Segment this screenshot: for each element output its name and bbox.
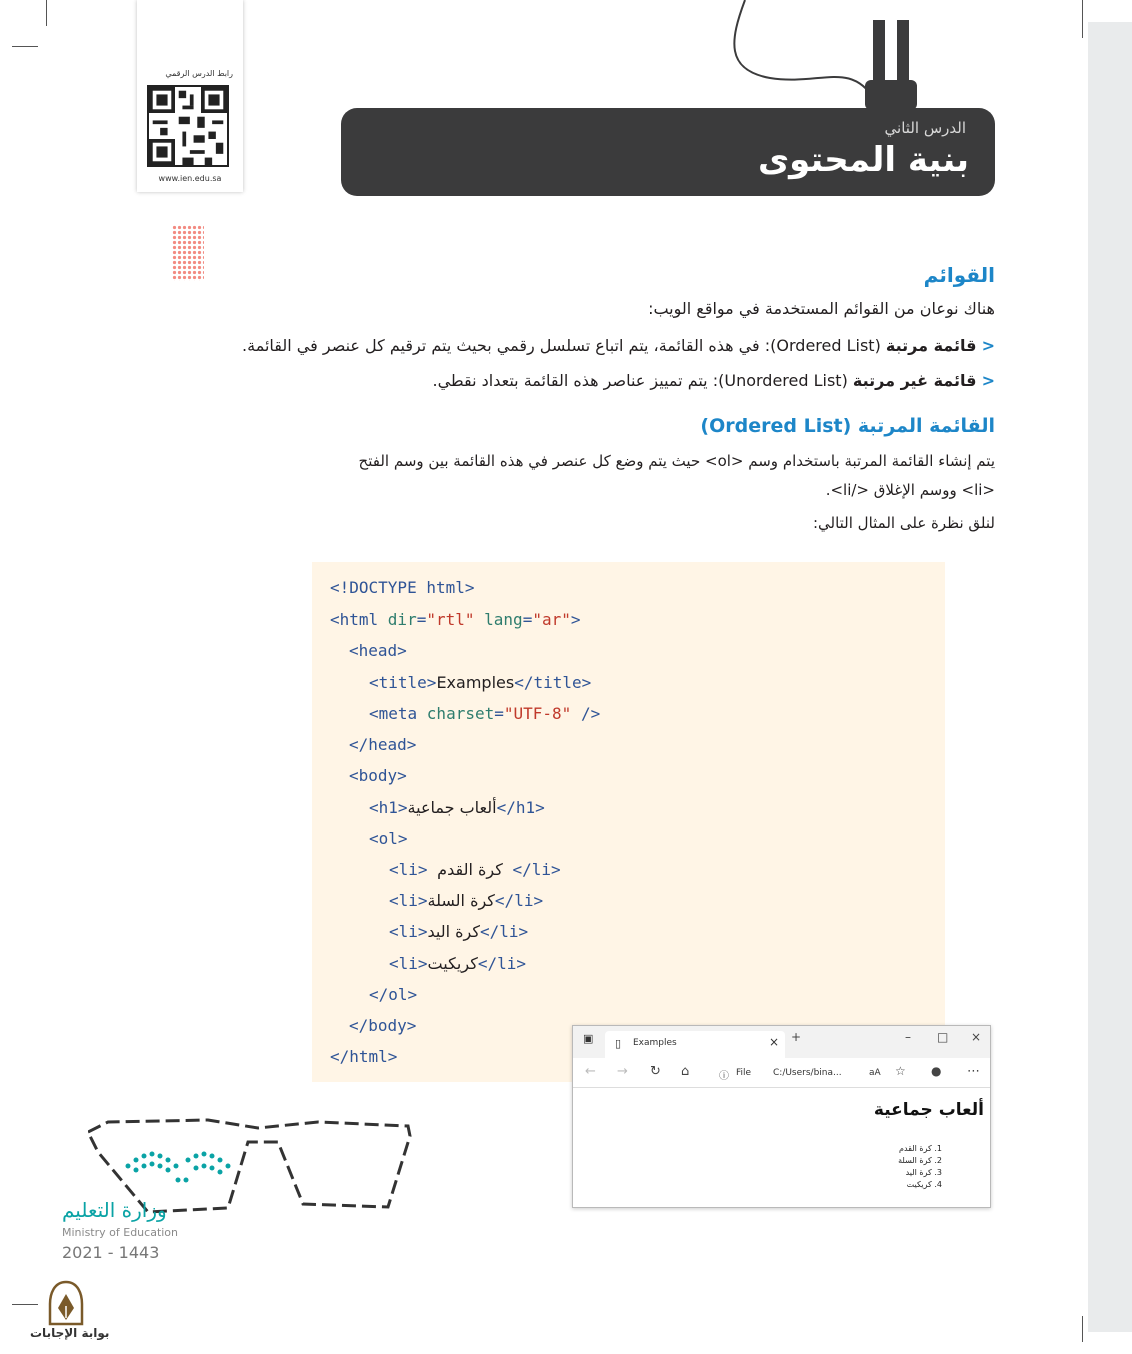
page-icon: ▯ bbox=[615, 1037, 622, 1050]
crop-mark bbox=[1082, 0, 1083, 38]
browser-window bbox=[572, 1025, 991, 1208]
browser-tab[interactable] bbox=[605, 1031, 785, 1058]
maximize-icon[interactable]: □ bbox=[937, 1030, 949, 1044]
qr-url: www.ien.edu.sa bbox=[158, 174, 222, 183]
ordered-paragraph-line3: لنلق نظرة على المثال التالي: bbox=[812, 514, 995, 532]
preview-list-item: 1. كرة القدم bbox=[899, 1144, 942, 1153]
ordered-paragraph-line2: <li> ووسم الإغلاق </li>. bbox=[825, 481, 995, 499]
lists-intro: هناك نوعان من القوائم المستخدمة في مواقع الويب: bbox=[648, 299, 995, 318]
term-ordered-en: (Ordered List) bbox=[770, 336, 881, 355]
bullet-chevron-icon: < bbox=[981, 371, 995, 390]
pen-nib-logo-icon bbox=[44, 1280, 88, 1326]
term-unordered: قائمة غير مرتبة bbox=[852, 371, 977, 390]
close-icon[interactable]: × bbox=[971, 1030, 982, 1044]
portal-label: بوابة الإجابات bbox=[30, 1326, 110, 1340]
code-line-ol-close: </ol> bbox=[369, 985, 418, 1004]
desc-ordered: : في هذه القائمة، يتم اتباع تسلسل رقمي بحيث يتم ترقيم كل عنصر في القائمة. bbox=[242, 336, 771, 355]
dot-pattern-decoration bbox=[172, 225, 204, 281]
code-line-li: <li>كريكيت</li> bbox=[389, 954, 526, 973]
term-ordered: قائمة مرتبة bbox=[885, 336, 977, 355]
tab-title: Examples bbox=[633, 1038, 677, 1048]
code-line-meta: <meta charset="UTF-8" /> bbox=[369, 704, 601, 723]
crop-mark bbox=[12, 1304, 38, 1305]
page-edge-band bbox=[1088, 22, 1132, 1332]
page-title: بنية المحتوى bbox=[757, 140, 969, 180]
preview-list-item: 2. كرة السلة bbox=[898, 1156, 942, 1165]
ordered-paragraph-line1: يتم إنشاء القائمة المرتبة باستخدام وسم <ol> حيث يتم وضع كل عنصر في هذه القائمة بين وسم الفتح bbox=[358, 452, 995, 470]
code-line-html-close: </html> bbox=[330, 1047, 398, 1066]
qr-label: رابط الدرس الرقمي bbox=[165, 69, 233, 78]
tab-actions-icon[interactable]: ▣ bbox=[583, 1032, 594, 1045]
crop-mark bbox=[12, 46, 38, 47]
code-line-li: <li>كرة اليد</li> bbox=[389, 922, 529, 941]
back-icon[interactable]: ← bbox=[585, 1064, 596, 1079]
preview-list-item: 3. كرة اليد bbox=[905, 1168, 942, 1177]
plug-icon bbox=[865, 20, 917, 110]
preview-list-item: 4. كريكيت bbox=[906, 1180, 942, 1189]
url-prefix: File bbox=[736, 1068, 752, 1078]
new-tab-icon[interactable]: + bbox=[791, 1030, 802, 1044]
crop-mark bbox=[1082, 1316, 1083, 1342]
preview-heading: ألعاب جماعية bbox=[873, 1100, 984, 1120]
code-line-li: <li> كرة القدم </li> bbox=[389, 860, 561, 879]
crop-mark bbox=[46, 0, 47, 26]
forward-icon[interactable]: → bbox=[617, 1064, 628, 1079]
code-line-html: <html dir="rtl" lang="ar"> bbox=[330, 610, 581, 629]
more-icon[interactable]: ⋯ bbox=[967, 1064, 980, 1079]
code-line-body: <body> bbox=[349, 766, 407, 785]
ministry-name-en: Ministry of Education bbox=[62, 1226, 179, 1239]
desc-unordered: : يتم تمييز عناصر هذه القائمة بتعداد نقطي. bbox=[432, 371, 719, 390]
qr-card[interactable] bbox=[137, 0, 243, 192]
list-item-ordered bbox=[242, 336, 995, 355]
read-aloud-icon[interactable]: aA bbox=[869, 1068, 881, 1078]
term-unordered-en: (Unordered List) bbox=[718, 371, 848, 390]
code-line-ol: <ol> bbox=[369, 829, 408, 848]
qr-code-icon bbox=[147, 85, 229, 167]
browser-tab-bar bbox=[573, 1026, 990, 1058]
code-line-head-close: </head> bbox=[349, 735, 417, 754]
code-example-box bbox=[312, 562, 945, 1082]
ministry-logo-icon bbox=[118, 1146, 248, 1196]
refresh-icon[interactable]: ↻ bbox=[650, 1064, 661, 1079]
profile-icon[interactable]: ● bbox=[931, 1064, 942, 1078]
code-line-h1: <h1>ألعاب جماعية</h1> bbox=[369, 798, 545, 817]
minimize-icon[interactable]: – bbox=[905, 1030, 911, 1044]
year-label: 2021 - 1443 bbox=[62, 1243, 160, 1262]
list-item-unordered bbox=[432, 371, 995, 390]
address-bar-row bbox=[573, 1058, 990, 1088]
section-title-ordered-list: القائمة المرتبة (Ordered List) bbox=[700, 415, 995, 437]
address-bar-url[interactable]: C:/Users/bina... bbox=[773, 1068, 842, 1078]
code-line-li: <li>كرة السلة</li> bbox=[389, 891, 544, 910]
code-line-doctype: <!DOCTYPE html> bbox=[330, 578, 475, 597]
ministry-name-ar: وزارة التعليم bbox=[62, 1198, 167, 1222]
lesson-number-label: الدرس الثاني bbox=[884, 119, 966, 137]
favorite-icon[interactable]: ☆ bbox=[895, 1064, 906, 1078]
code-line-head: <head> bbox=[349, 641, 407, 660]
tab-close-icon[interactable]: × bbox=[768, 1035, 779, 1049]
bullet-chevron-icon: < bbox=[981, 336, 995, 355]
info-icon: ⓘ bbox=[719, 1071, 729, 1082]
code-line-body-close: </body> bbox=[349, 1016, 417, 1035]
code-line-title: <title>Examples</title> bbox=[369, 673, 592, 692]
home-icon[interactable]: ⌂ bbox=[681, 1064, 690, 1079]
section-title-lists: القوائم bbox=[923, 263, 995, 287]
